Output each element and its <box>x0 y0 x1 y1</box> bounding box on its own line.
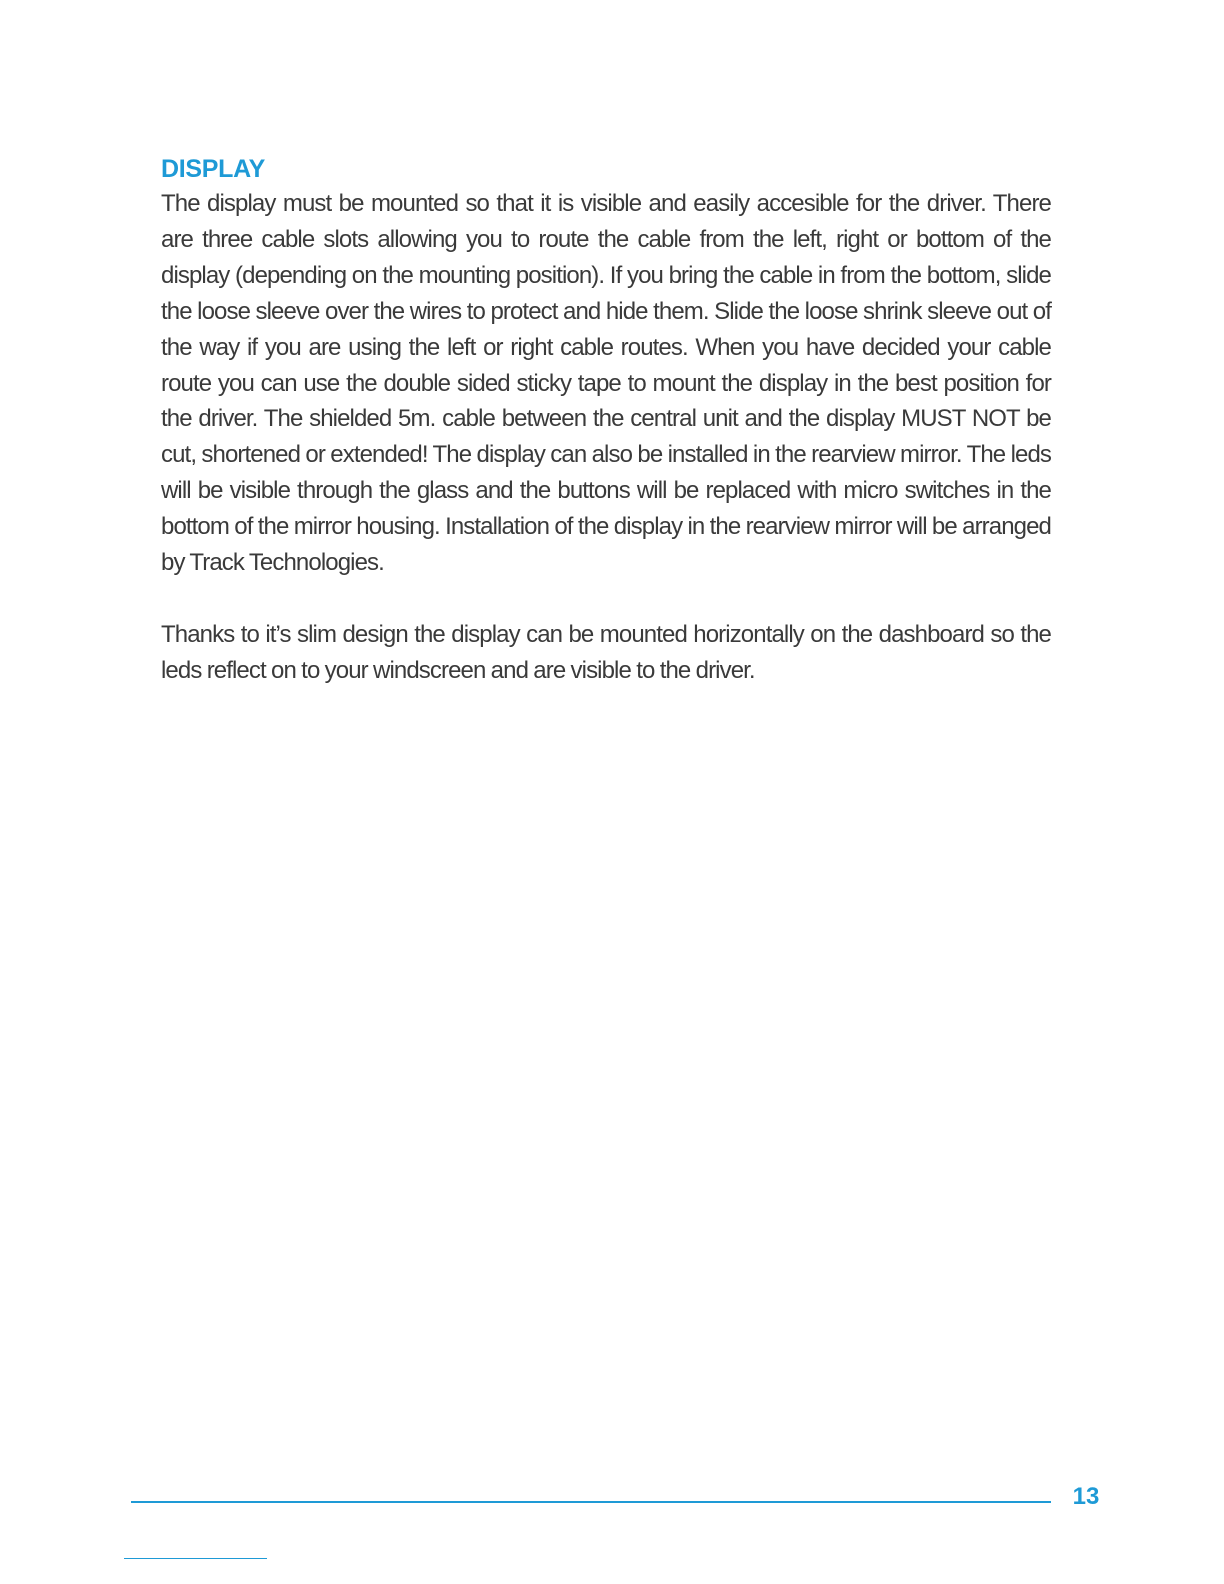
page-number: 13 <box>1072 1483 1100 1510</box>
bottom-divider <box>124 1558 267 1559</box>
body-paragraph-1: The display must be mounted so that it is visible and easily accesible for the driver. There are three cable slots allowing you to route the cable from the left, right or bottom of the display (depending on the mounting position). If you bring the cable in from the bottom, slide the loose sleeve over the wires to protect and hide them. Slide the loose shrink sleeve out of the way if you are using the left or right cable routes. When you have decided your cable route you can use the double sided sticky tape to mount the display in the best position for the driver. The shielded 5m. cable between the central unit and the display MUST NOT be cut, shortened or extended! The display can also be installed in the rearview mirror. The leds will be visible through the glass and the buttons will be replaced with micro switches in the bottom of the mirror housing. Installation of the display in the rearview mirror will be arranged by Track Technologies. <box>161 190 1051 577</box>
page-content <box>161 152 1051 689</box>
section-heading: DISPLAY <box>161 155 265 183</box>
body-paragraph-2: Thanks to it’s slim design the display can be mounted horizontally on the dashboard so the leds reflect on to your windscreen and are visible to the driver. <box>161 620 1051 684</box>
footer-divider <box>131 1501 1051 1503</box>
